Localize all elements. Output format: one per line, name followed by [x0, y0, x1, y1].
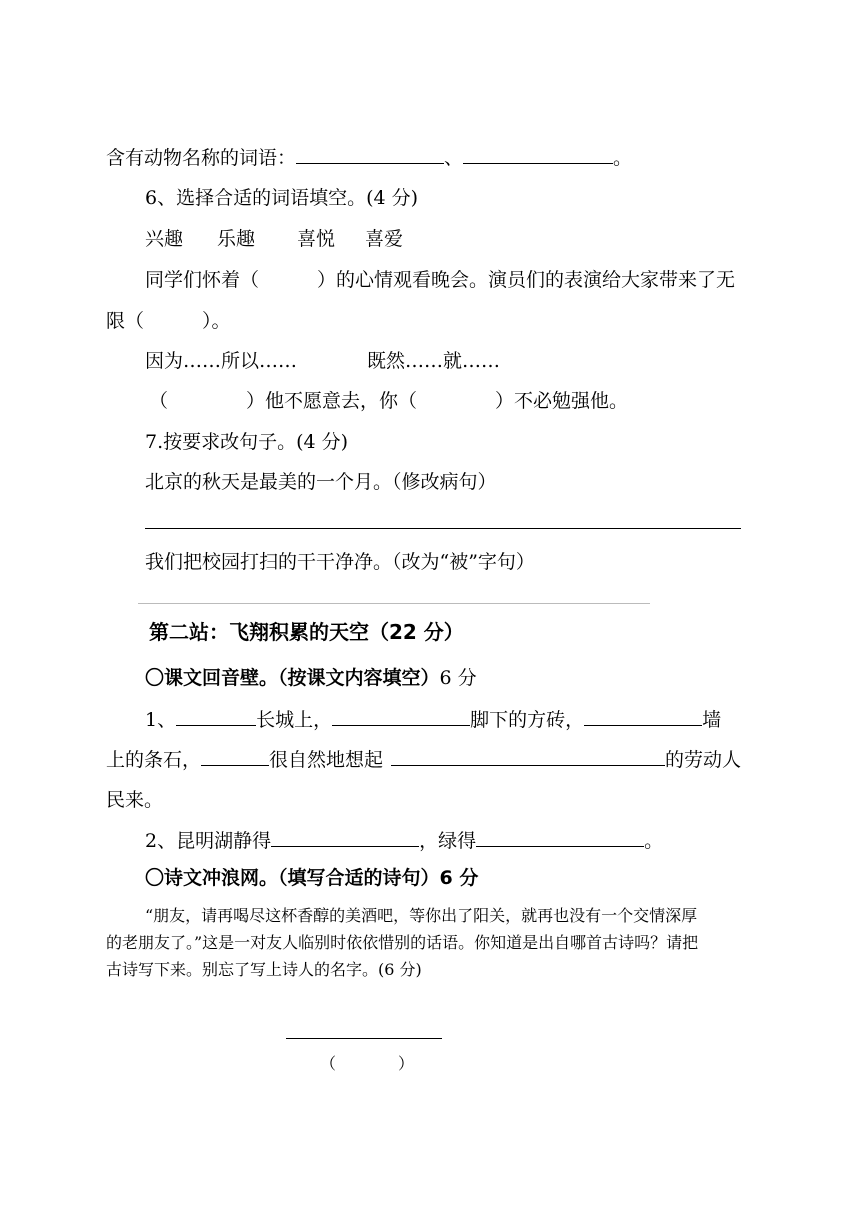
q7-item-2: 我们把校园打扫的干干净净。（改为“被”字句） [145, 551, 535, 573]
answer-blank[interactable] [476, 828, 644, 847]
text: ，绿得 [419, 830, 477, 852]
word-option: 喜悦 [297, 228, 336, 250]
paren: （ [320, 1054, 337, 1073]
q6-sentence-c [149, 389, 628, 413]
part1-heading [145, 666, 477, 690]
poem-title-line[interactable] [286, 1038, 442, 1039]
answer-blank[interactable] [176, 707, 256, 726]
text: （ [149, 390, 169, 412]
conjunction-option: 既然……就…… [367, 350, 501, 372]
conjunction-option: 因为……所以…… [145, 350, 298, 372]
answer-line[interactable] [145, 528, 741, 529]
q7-title: 7.按要求改句子。(4 分) [145, 431, 349, 453]
text: 脚下的方砖， [470, 709, 585, 731]
item1-line3: 民来。 [106, 789, 164, 811]
poem-paragraph-line: 古诗写下来。别忘了写上诗人的名字。(6 分) [106, 960, 422, 979]
item2-line [145, 828, 663, 853]
part1-score: 6 分 [439, 667, 477, 689]
answer-blank[interactable] [332, 707, 470, 726]
word-option: 喜爱 [365, 228, 404, 250]
animal-words-line [106, 145, 632, 170]
poem-paragraph-line: “朋友，请再喝尽这杯香醇的美酒吧，等你出了阳关，就再也没有一个交情深厚 [145, 906, 698, 925]
text: 长城上， [256, 709, 333, 731]
part1-heading-label: 〇课文回音壁。（按课文内容填空） [145, 667, 440, 689]
separator: 、 [444, 147, 464, 169]
poem-paragraph-line: 的老朋友了。”这是一对友人临别时依依惜别的话语。你知道是出自哪首古诗吗？请把 [106, 933, 699, 952]
text: 1、 [145, 709, 177, 731]
part2-heading: 〇诗文冲浪网。（填写合适的诗句）6 分 [145, 867, 479, 889]
text: ）的心情观看晚会。演员们的表演给大家带来了无 [317, 269, 736, 291]
author-slot[interactable] [320, 1053, 414, 1075]
animal-words-label: 含有动物名称的词语： [106, 147, 297, 169]
text: ）不必勉强他。 [495, 390, 629, 412]
word-option: 乐趣 [217, 228, 256, 250]
item1-line2 [106, 747, 741, 772]
answer-blank[interactable] [296, 145, 444, 164]
word-option: 兴趣 [145, 228, 184, 250]
section2-title: 第二站：飞翔积累的天空（22 分） [149, 620, 464, 644]
text: 墙 [702, 709, 722, 731]
q6-sentence-b [106, 309, 231, 333]
item1-line1 [145, 707, 721, 732]
text: 同学们怀着（ [145, 269, 260, 291]
text: ）。 [202, 310, 231, 332]
answer-blank[interactable] [391, 747, 665, 766]
q7-item-1: 北京的秋天是最美的一个月。（修改病句） [145, 471, 497, 493]
answer-blank[interactable] [584, 707, 702, 726]
q6-title: 6、选择合适的词语填空。(4 分) [145, 187, 419, 209]
answer-blank[interactable] [201, 747, 269, 766]
text: 的劳动人 [665, 749, 742, 771]
paren: ） [398, 1054, 415, 1073]
text: 2、昆明湖静得 [145, 830, 272, 852]
text: 限（ [106, 310, 145, 332]
q6-sentence-a [145, 268, 735, 292]
q6-conjunctions [145, 349, 500, 373]
period: 。 [613, 147, 633, 169]
text: 很自然地想起 [269, 749, 384, 771]
answer-blank[interactable] [271, 828, 419, 847]
q6-word-bank [145, 227, 403, 251]
answer-blank[interactable] [463, 145, 613, 164]
text: ）他不愿意去，你（ [246, 390, 418, 412]
section-divider [138, 603, 650, 604]
text: 。 [644, 830, 664, 852]
text: 上的条石， [106, 749, 202, 771]
